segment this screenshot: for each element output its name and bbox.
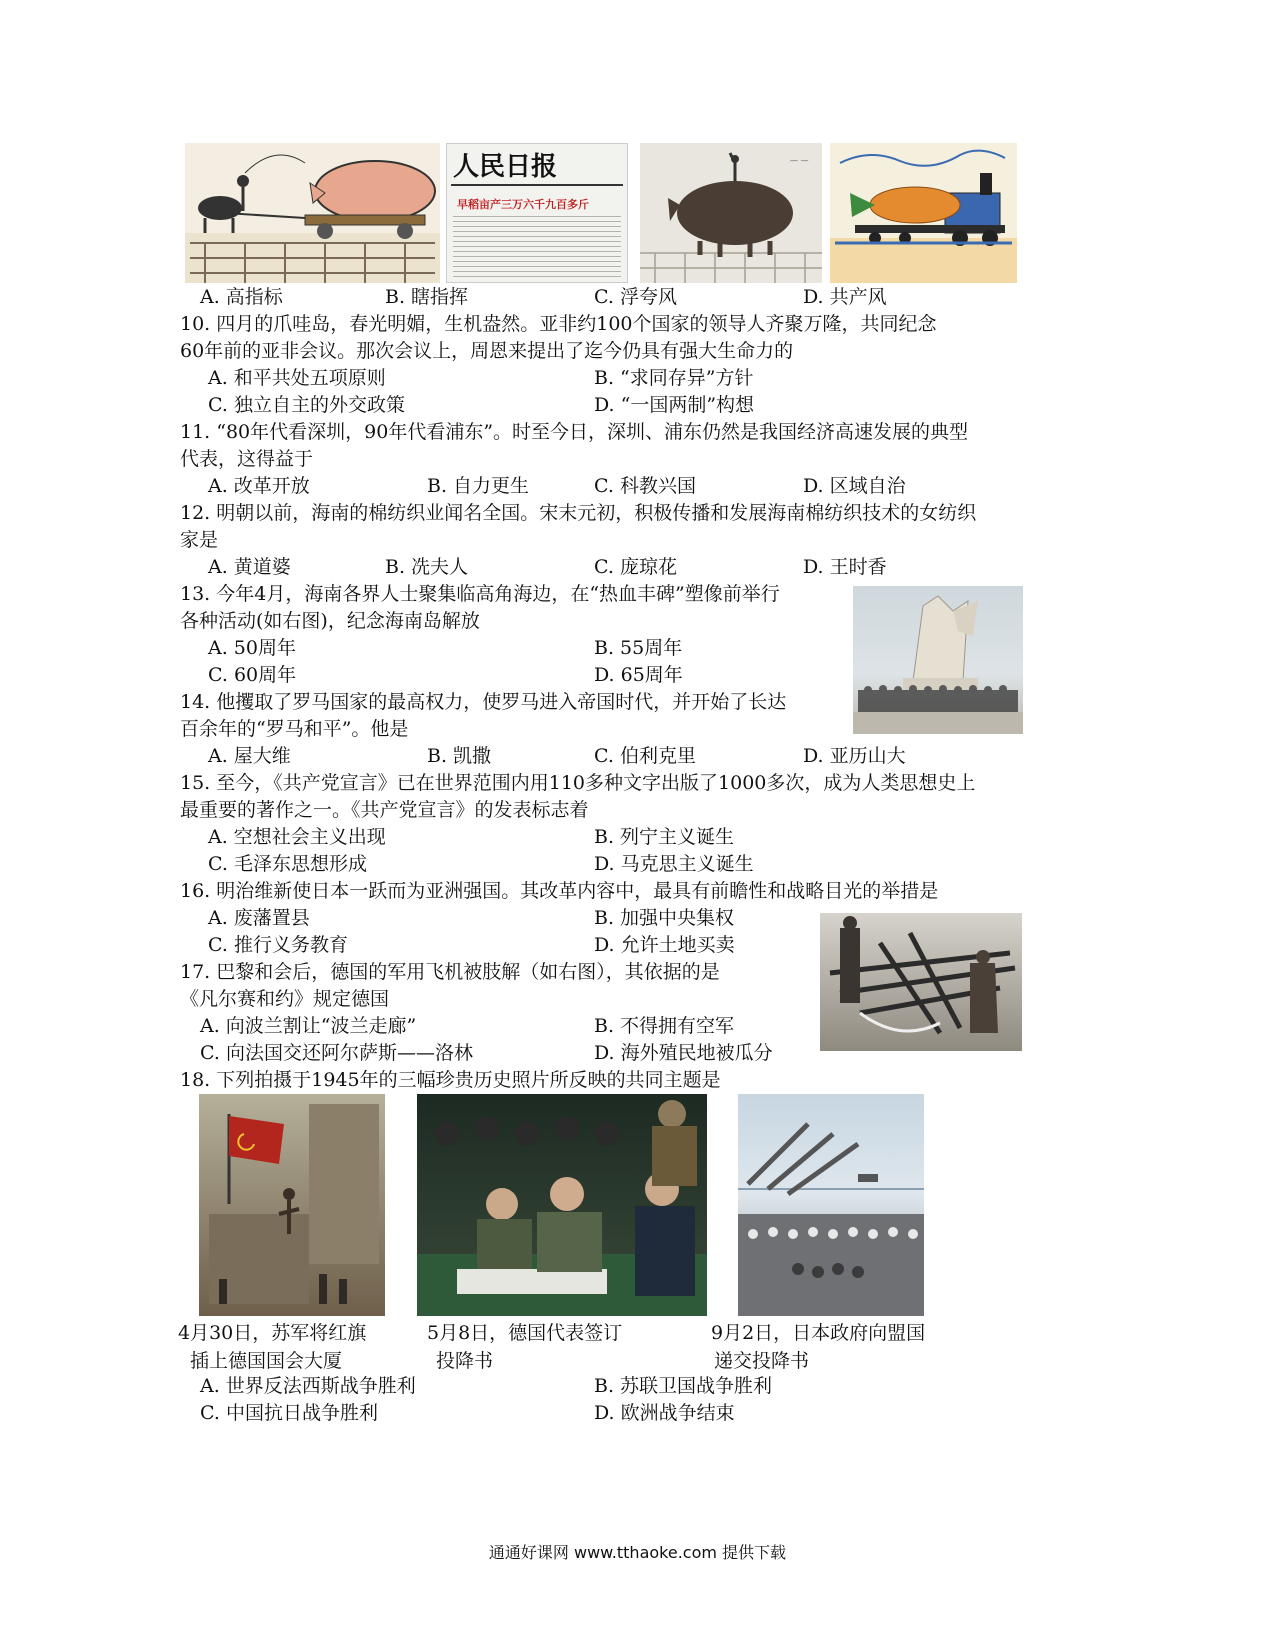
newspaper-headline: 早稻亩产三万六千九百多斤 [457, 198, 589, 211]
q15-option-a[interactable]: A. 空想社会主义出现 [208, 826, 386, 848]
q14-option-d[interactable]: D. 亚历山大 [803, 745, 906, 767]
q9-image-pig-mural [640, 143, 822, 283]
q9-image-peoples-daily [446, 143, 628, 283]
svg-text:— —: — — [790, 156, 809, 165]
q14-option-a[interactable]: A. 屋大维 [208, 745, 291, 767]
q18-option-c[interactable]: C. 中国抗日战争胜利 [200, 1402, 378, 1424]
q17-option-d[interactable]: D. 海外殖民地被瓜分 [594, 1042, 773, 1064]
q14-option-b[interactable]: B. 凯撒 [427, 745, 492, 767]
q9-option-a[interactable]: A. 高指标 [200, 286, 283, 308]
newspaper-masthead-rule [451, 184, 623, 186]
reichstag-flag-drawing [199, 1094, 385, 1316]
q18-image-germany-surrender [417, 1094, 707, 1316]
q10-option-a[interactable]: A. 和平共处五项原则 [208, 367, 386, 389]
q18-caption-1-line-1: 4月30日，苏军将红旗 [178, 1322, 367, 1344]
q15-option-d[interactable]: D. 马克思主义诞生 [594, 853, 754, 875]
newspaper-masthead: 人民日报 [453, 152, 558, 182]
q9-option-b[interactable]: B. 瞎指挥 [385, 286, 469, 308]
q11-option-c[interactable]: C. 科教兴国 [594, 475, 696, 497]
germany-surrender-drawing [417, 1094, 707, 1316]
q14-stem-line-1: 14. 他攫取了罗马国家的最高权力，使罗马进入帝国时代，并开始了长达 [180, 691, 787, 713]
q17-image-dismantled-aircraft [820, 913, 1022, 1051]
q18-caption-3-line-1: 9月2日，日本政府向盟国 [711, 1322, 926, 1344]
q13-stem-line-2: 各种活动(如右图)，纪念海南岛解放 [180, 610, 480, 632]
q18-caption-2-line-2: 投降书 [436, 1350, 494, 1372]
q10-stem-line-2: 60年前的亚非会议。那次会议上，周恩来提出了迄今仍具有强大生命力的 [180, 340, 794, 362]
q11-option-b[interactable]: B. 自力更生 [427, 475, 530, 497]
q10-option-b[interactable]: B. “求同存异”方针 [594, 367, 754, 389]
q16-stem-line-1: 16. 明治维新使日本一跃而为亚洲强国。其改革内容中，最具有前瞻性和战略目光的举措是 [180, 880, 939, 902]
dismantled-aircraft-drawing [820, 913, 1022, 1051]
q10-stem-line-1: 10. 四月的爪哇岛，春光明媚，生机盎然。亚非约100个国家的领导人齐聚万隆，共同纪念 [180, 313, 937, 335]
q18-caption-3-line-2: 递交投降书 [714, 1350, 810, 1372]
q12-option-c[interactable]: C. 庞琼花 [594, 556, 677, 578]
q11-option-a[interactable]: A. 改革开放 [208, 475, 310, 497]
q10-option-d[interactable]: D. “一国两制”构想 [594, 394, 755, 416]
q16-option-b[interactable]: B. 加强中央集权 [594, 907, 735, 929]
q17-option-c[interactable]: C. 向法国交还阿尔萨斯——洛林 [200, 1042, 473, 1064]
q9-image-ox-cart-pig [185, 143, 440, 283]
q15-option-c[interactable]: C. 毛泽东思想形成 [208, 853, 367, 875]
q13-option-a[interactable]: A. 50周年 [208, 637, 296, 659]
q17-stem-line-2: 《凡尔赛和约》规定德国 [180, 988, 390, 1010]
q13-option-c[interactable]: C. 60周年 [208, 664, 297, 686]
japan-surrender-drawing [738, 1094, 924, 1316]
corn-train-drawing [830, 143, 1017, 283]
q17-option-a[interactable]: A. 向波兰割让“波兰走廊” [200, 1015, 417, 1037]
q9-option-c[interactable]: C. 浮夸风 [594, 286, 677, 308]
q9-option-d[interactable]: D. 共产风 [803, 286, 887, 308]
q11-stem-line-2: 代表，这得益于 [180, 448, 314, 470]
q18-option-b[interactable]: B. 苏联卫国战争胜利 [594, 1375, 773, 1397]
newspaper-text-block [453, 216, 621, 278]
q16-option-d[interactable]: D. 允许土地买卖 [594, 934, 735, 956]
q14-option-c[interactable]: C. 伯利克里 [594, 745, 696, 767]
q13-option-b[interactable]: B. 55周年 [594, 637, 683, 659]
monument-drawing [853, 586, 1023, 734]
q12-option-b[interactable]: B. 冼夫人 [385, 556, 469, 578]
ox-cart-pig-drawing [185, 143, 440, 283]
q12-stem-line-2: 家是 [180, 529, 219, 551]
q11-stem-line-1: 11. “80年代看深圳，90年代看浦东”。时至今日，深圳、浦东仍然是我国经济高速发展的典型 [180, 421, 969, 443]
q15-stem-line-2: 最重要的著作之一。《共产党宣言》的发表标志着 [180, 799, 589, 821]
q18-image-japan-surrender [738, 1094, 924, 1316]
pig-mural-drawing [640, 143, 822, 283]
q18-image-reichstag-flag [199, 1094, 385, 1316]
q14-stem-line-2: 百余年的“罗马和平”。他是 [180, 718, 409, 740]
q15-option-b[interactable]: B. 列宁主义诞生 [594, 826, 735, 848]
q10-option-c[interactable]: C. 独立自主的外交政策 [208, 394, 405, 416]
q11-option-d[interactable]: D. 区域自治 [803, 475, 906, 497]
q12-option-d[interactable]: D. 王时香 [803, 556, 887, 578]
page-footer: 通通好课网 www.tthaoke.com 提供下载 [488, 1543, 787, 1562]
q13-option-d[interactable]: D. 65周年 [594, 664, 683, 686]
q12-option-a[interactable]: A. 黄道婆 [208, 556, 291, 578]
q12-stem-line-1: 12. 明朝以前，海南的棉纺织业闻名全国。宋末元初，积极传播和发展海南棉纺织技术的女纺织 [180, 502, 977, 524]
q15-stem-line-1: 15. 至今，《共产党宣言》已在世界范围内用110多种文字出版了1000多次，成为人类思想史上 [180, 772, 976, 794]
q17-option-b[interactable]: B. 不得拥有空军 [594, 1015, 735, 1037]
q16-option-c[interactable]: C. 推行义务教育 [208, 934, 348, 956]
q18-stem-line-1: 18. 下列拍摄于1945年的三幅珍贵历史照片所反映的共同主题是 [180, 1069, 721, 1091]
q18-caption-1-line-2: 插上德国国会大厦 [190, 1350, 343, 1372]
q16-option-a[interactable]: A. 废藩置县 [208, 907, 310, 929]
q18-option-d[interactable]: D. 欧洲战争结束 [594, 1402, 735, 1424]
q18-caption-2-line-1: 5月8日，德国代表签订 [427, 1322, 623, 1344]
q13-stem-line-1: 13. 今年4月，海南各界人士聚集临高角海边，在“热血丰碑”塑像前举行 [180, 583, 780, 605]
q9-image-corn-train [830, 143, 1017, 283]
q17-stem-line-1: 17. 巴黎和会后，德国的军用飞机被肢解（如右图），其依据的是 [180, 961, 720, 983]
q18-option-a[interactable]: A. 世界反法西斯战争胜利 [200, 1375, 416, 1397]
q13-image-monument [853, 586, 1023, 734]
